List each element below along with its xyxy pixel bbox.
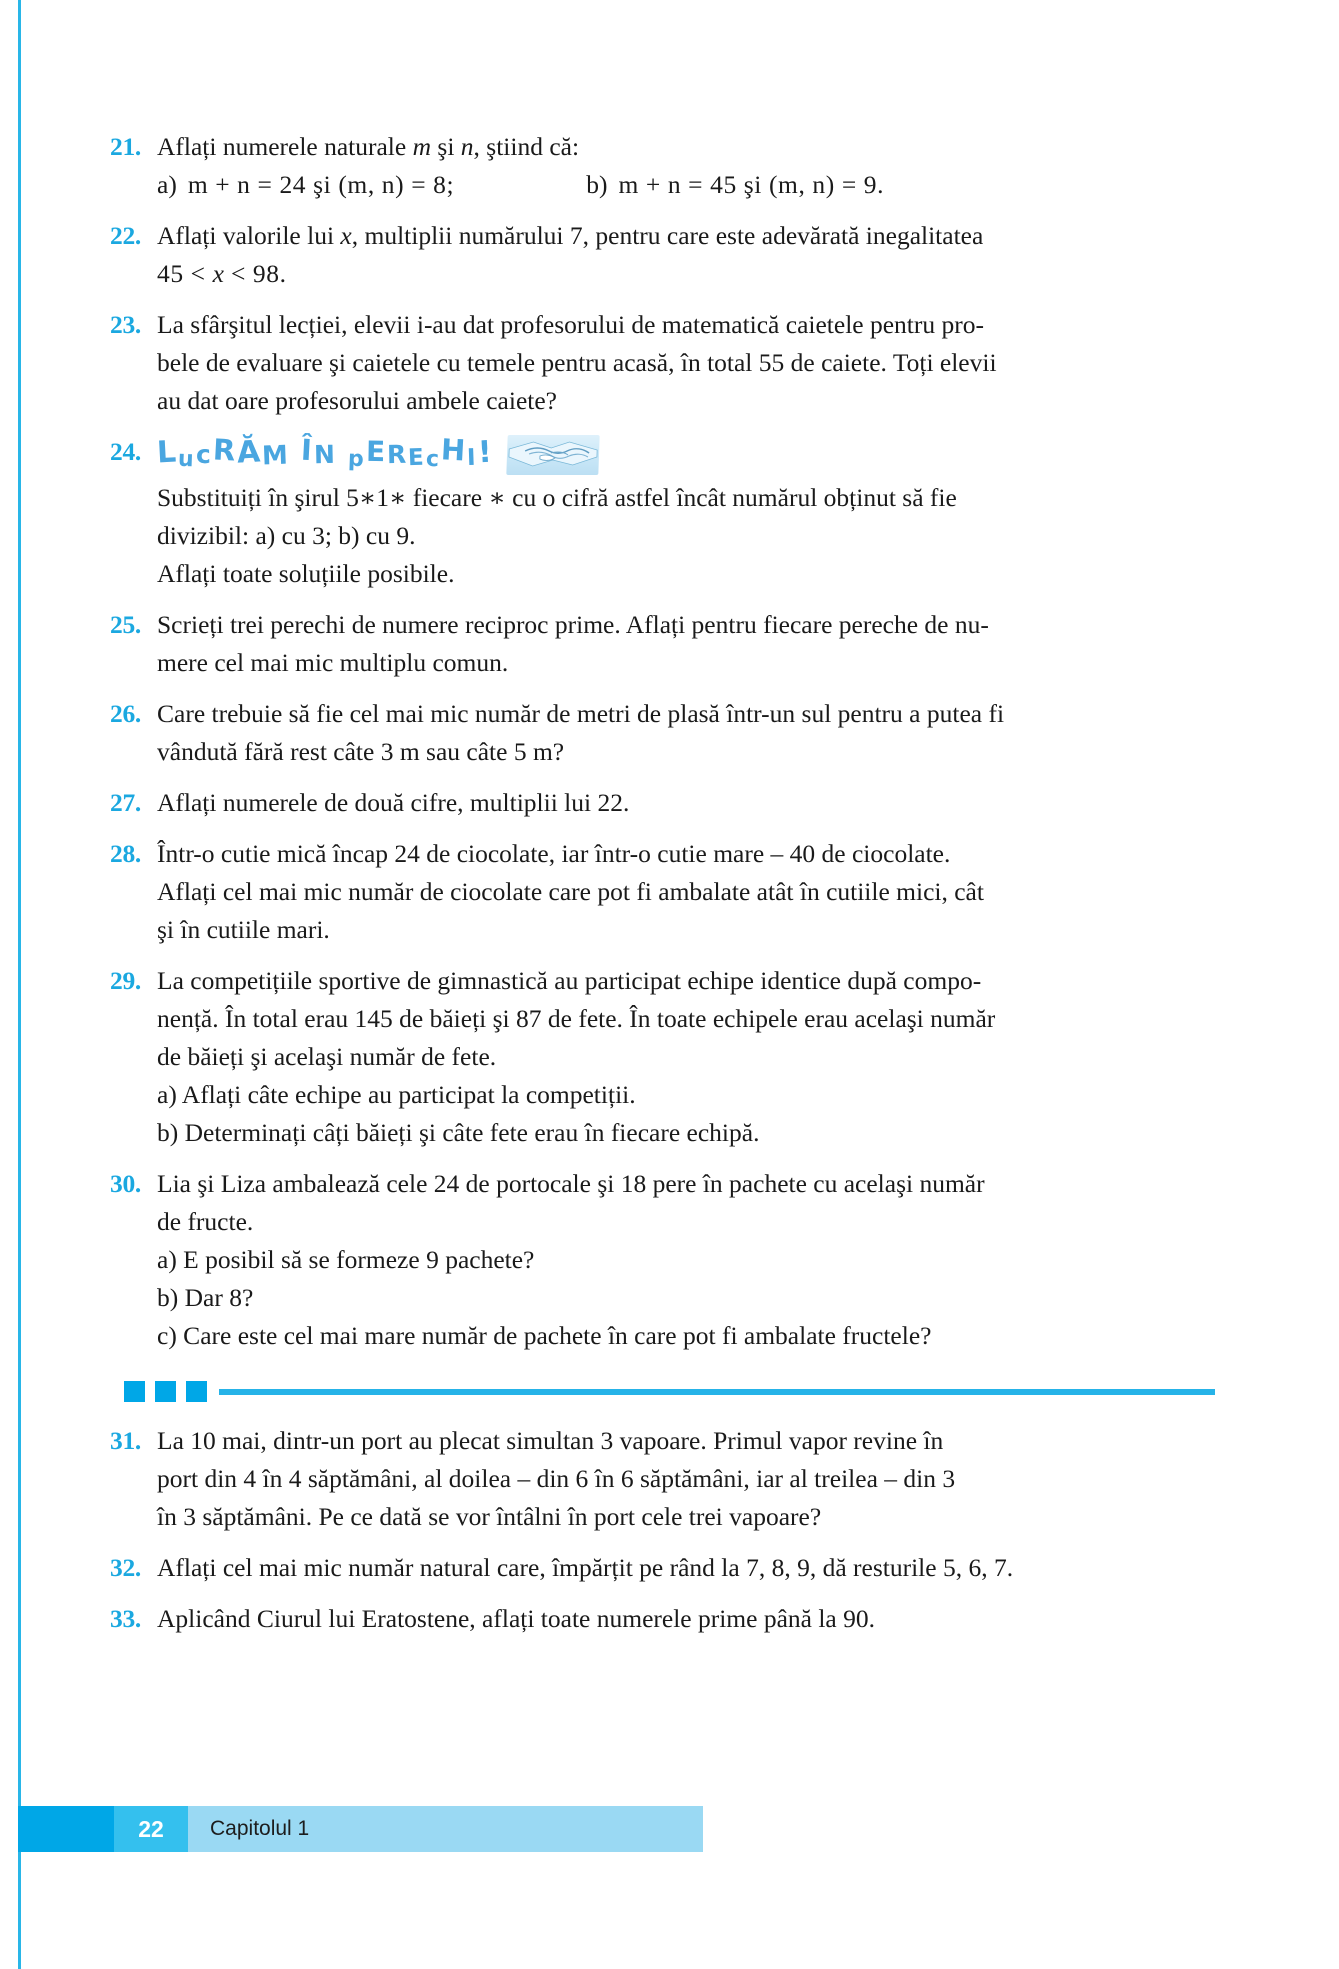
exercise-line: c) Care este cel mai mare număr de pachete în care pot fi ambalate fructele? [157, 1321, 932, 1350]
exercise-line: La 10 mai, dintr-un port au plecat simultan 3 vapoare. Primul vapor revine în [157, 1426, 944, 1455]
exercise-number: 25. [110, 610, 141, 639]
exercise-27 [110, 784, 1215, 822]
exercise-line: Lia şi Liza ambalează cele 24 de portocale şi 18 pere în pachete cu acelaşi număr [157, 1169, 985, 1198]
exercise-line: bele de evaluare şi caietele cu temele pentru acasă, în total 55 de caiete. Toți elevii [157, 348, 997, 377]
exercise-number: 32. [110, 1553, 141, 1582]
exercise-22 [110, 217, 1215, 293]
banner-letter: u [177, 446, 197, 473]
exercise-29 [110, 962, 1215, 1152]
chapter-label: Capitolul 1 [210, 1817, 310, 1840]
banner-letter: I [466, 444, 478, 472]
exercise-line: Aflați toate soluțiile posibile. [157, 559, 455, 588]
footer-band [114, 1806, 703, 1852]
variable-x: x [340, 221, 352, 250]
exercise-body [157, 1422, 1215, 1536]
exercise-24 [110, 433, 1215, 593]
exercise-line: a) E posibil să se formeze 9 pachete? [157, 1245, 535, 1274]
text-run: , multiplii numărului 7, pentru care este adevărată inegalitatea [351, 221, 984, 250]
variable-n: n [460, 132, 474, 161]
exercise-body [157, 128, 1215, 204]
exercise-25 [110, 606, 1215, 682]
exercise-number: 27. [110, 788, 141, 817]
banner-letter: N [313, 439, 338, 470]
exercise-line: Scrieți trei perechi de numere reciproc prime. Aflați pentru fiecare pereche de nu- [157, 610, 989, 639]
exercise-line: şi în cutiile mari. [157, 915, 330, 944]
exercise-line: Care trebuie să fie cel mai mic număr de metri de plasă într-un sul pentru a putea fi [157, 699, 1005, 728]
banner-space [337, 440, 348, 467]
exercise-line: Într-o cutie mică încap 24 de ciocolate, iar într-o cutie mare – 40 de ciocolate. [157, 839, 951, 868]
section-separator [124, 1381, 1215, 1402]
exercise-body [157, 1549, 1215, 1587]
exercise-line: în 3 săptămâni. Pe ce dată se vor întâlni în port cele trei vapoare? [157, 1502, 822, 1531]
exercise-line: divizibil: a) cu 3; b) cu 9. [157, 521, 416, 550]
exercise-line [157, 217, 1215, 255]
exercise-number: 22. [110, 221, 141, 250]
exercise-number: 33. [110, 1604, 141, 1633]
exercise-body [157, 217, 1215, 293]
exercise-line: nență. În total erau 145 de băieți şi 87 de fete. În toate echipele erau acelaşi număr [157, 1004, 996, 1033]
exercise-number: 30. [110, 1169, 141, 1198]
separator-rule [219, 1389, 1215, 1395]
exercise-line: port din 4 în 4 săptămâni, al doilea – din 6 în 6 săptămâni, iar al treilea – din 3 [157, 1464, 956, 1493]
exercise-line: Aplicând Ciurul lui Eratostene, aflați toate numerele prime până la 90. [157, 1604, 875, 1633]
exercise-number: 24. [110, 437, 141, 466]
exercise-line: Aflați numerele de două cifre, multiplii lui 22. [157, 788, 630, 817]
exercise-body [157, 695, 1215, 771]
exercise-body [157, 1600, 1215, 1638]
exercise-body [157, 784, 1215, 822]
exercise-number: 21. [110, 132, 141, 161]
exercise-number: 23. [110, 310, 141, 339]
exercise-line [157, 166, 1215, 204]
exercise-line: La competițiile sportive de gimnastică au participat echipe identice după compo- [157, 966, 982, 995]
text-run: 45 < [157, 259, 213, 288]
pair-work-title [156, 432, 495, 473]
exercise-line: a) Aflați câte echipe au participat la competiții. [157, 1080, 636, 1109]
exercise-line: vândută fără rest câte 3 m sau câte 5 m? [157, 737, 565, 766]
exercise-21 [110, 128, 1215, 204]
exercise-number: 29. [110, 966, 141, 995]
exercise-line [157, 255, 1215, 293]
footer-accent-tab [18, 1806, 114, 1852]
exercise-26 [110, 695, 1215, 771]
exercise-number: 26. [110, 699, 141, 728]
banner-letter: E [365, 434, 387, 469]
option-label-a: a) [157, 170, 177, 199]
banner-letter: H [439, 432, 468, 468]
exercise-body [157, 606, 1215, 682]
exercise-28 [110, 835, 1215, 949]
exercise-body [157, 433, 1215, 593]
exercise-line: Substituiți în şirul 5∗1∗ fiecare ∗ cu o cifră astfel încât numărul obținut să fie [157, 483, 957, 512]
page-number: 22 [114, 1806, 188, 1852]
exercise-line: Aflați cel mai mic număr natural care, împărțit pe rând la 7, 8, 9, dă resturile 5, 6, 7. [157, 1553, 1014, 1582]
text-run: Aflați valorile lui [157, 221, 341, 250]
exercise-body [157, 962, 1215, 1152]
exercise-number: 31. [110, 1426, 141, 1455]
banner-letter: Î [300, 432, 315, 468]
option-expression-a: m + n = 24 şi (m, n) = 8; [187, 170, 455, 199]
separator-square [155, 1381, 176, 1402]
exercise-line: de băieți şi acelaşi număr de fete. [157, 1042, 497, 1071]
banner-letter: c [195, 439, 213, 470]
banner-letter: p [347, 446, 366, 473]
exercise-33 [110, 1600, 1215, 1638]
page-footer [18, 1806, 703, 1852]
page-left-rule [18, 0, 21, 1969]
variable-m: m [412, 132, 432, 161]
banner-letter: ! [476, 434, 495, 471]
banner-letter: L [156, 434, 180, 471]
pair-work-banner [157, 433, 1215, 477]
exercise-30 [110, 1165, 1215, 1355]
exercise-line [157, 128, 1215, 166]
banner-letter: E [407, 444, 427, 472]
text-run: , ştiind că: [473, 132, 580, 161]
exercise-31 [110, 1422, 1215, 1536]
exercise-line: Aflați cel mai mic număr de ciocolate care pot fi ambalate atât în cutiile mici, cât [157, 877, 984, 906]
handshake-icon [507, 435, 600, 475]
separator-square [186, 1381, 207, 1402]
banner-letter: R [211, 432, 238, 468]
variable-x: x [212, 259, 224, 288]
text-run: şi [431, 132, 461, 161]
exercise-line: au dat oare profesorului ambele caiete? [157, 386, 557, 415]
option-label-b: b) [586, 170, 608, 199]
banner-letter: Ă [236, 434, 264, 471]
exercise-number: 28. [110, 839, 141, 868]
exercise-line: b) Determinați câți băieți şi câte fete erau în fiecare echipă. [157, 1118, 760, 1147]
exercise-body [157, 1165, 1215, 1355]
exercise-body [157, 835, 1215, 949]
exercise-32 [110, 1549, 1215, 1587]
separator-square [124, 1381, 145, 1402]
exercise-line: de fructe. [157, 1207, 254, 1236]
exercise-list [110, 128, 1215, 1651]
text-run: Aflați numerele naturale [157, 132, 413, 161]
option-expression-b: m + n = 45 şi (m, n) = 9. [618, 170, 885, 199]
exercise-line: b) Dar 8? [157, 1283, 254, 1312]
banner-letter: R [386, 439, 409, 470]
exercise-line: La sfârşitul lecției, elevii i-au dat profesorului de matematică caietele pentru pro- [157, 310, 984, 339]
text-run: < 98. [223, 259, 287, 288]
banner-letter: c [425, 446, 442, 473]
exercise-body [157, 306, 1215, 420]
banner-letter: M [261, 440, 291, 472]
exercise-23 [110, 306, 1215, 420]
exercise-line: mere cel mai mic multiplu comun. [157, 648, 509, 677]
